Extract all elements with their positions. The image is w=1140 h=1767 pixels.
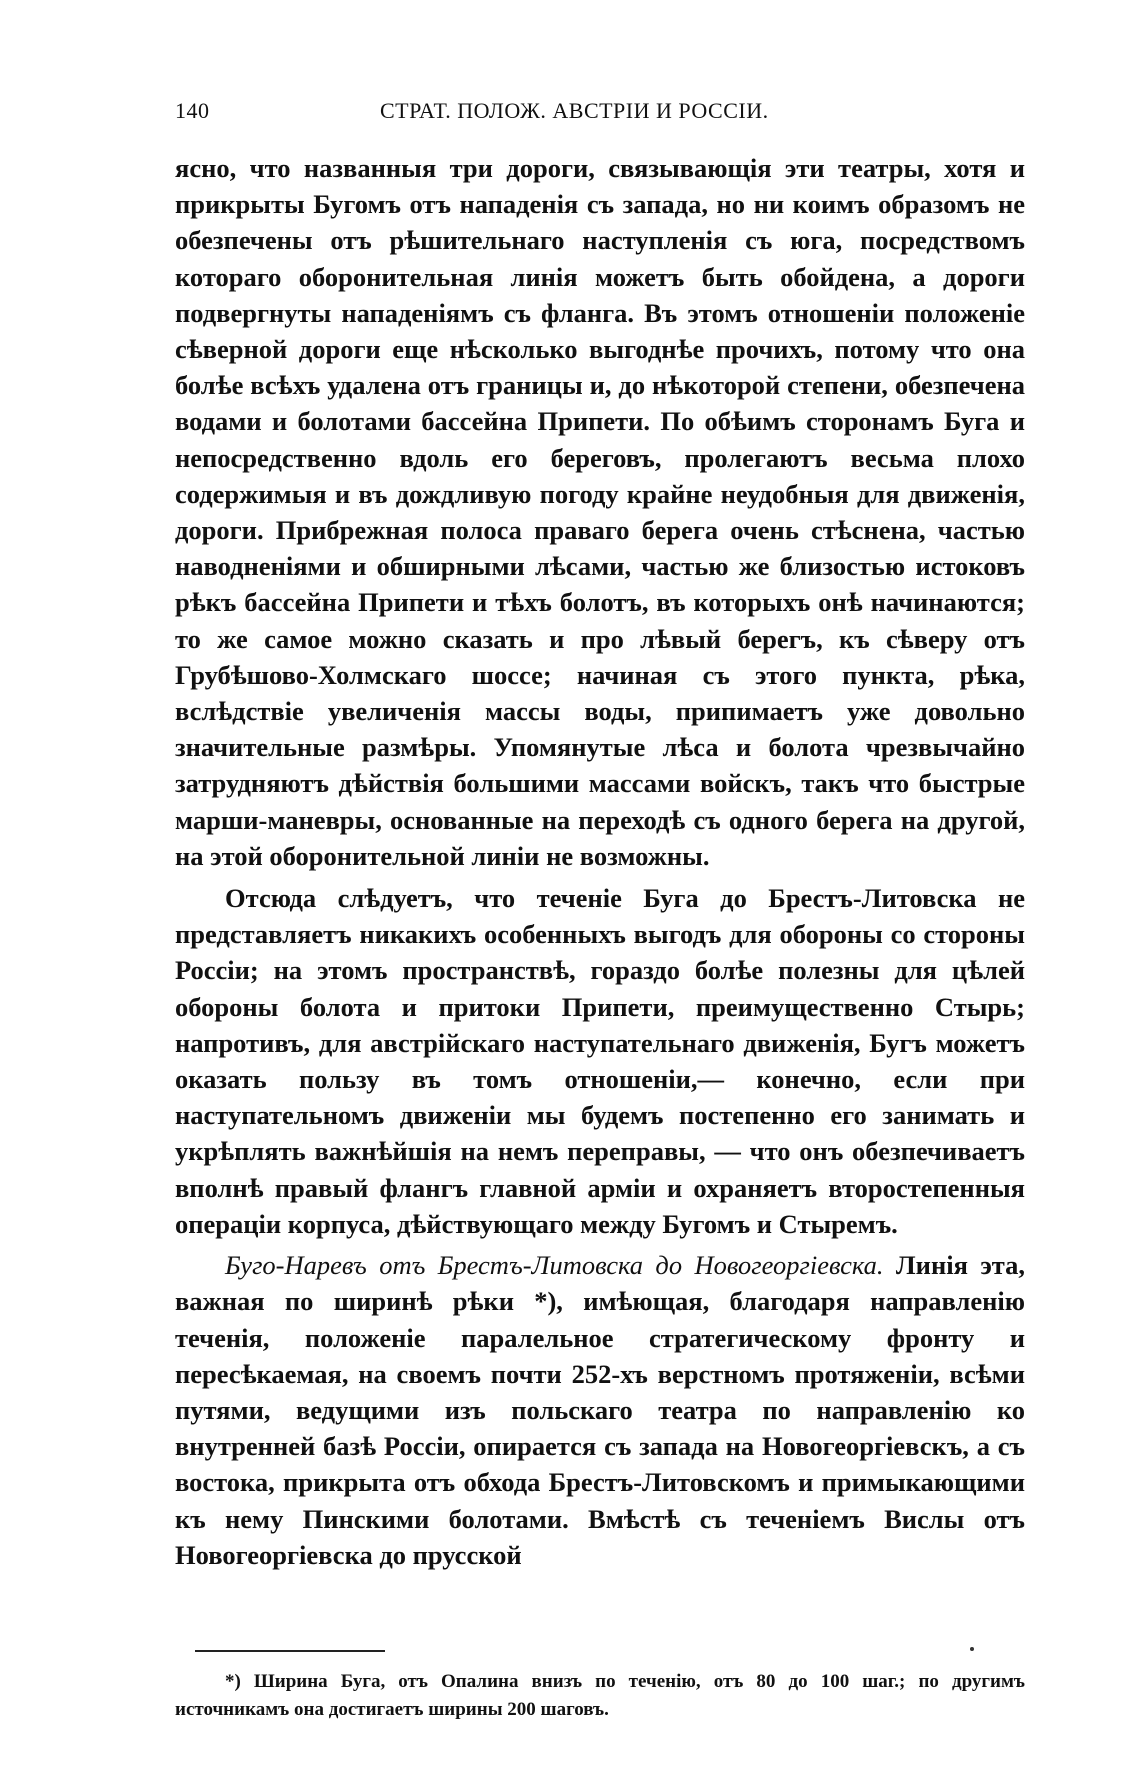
paragraph-3 (175, 1247, 1025, 1573)
section-heading-inline: Буго-Наревъ отъ Брестъ-Литовска до Новогеоргіевска. (225, 1250, 884, 1281)
footnote (175, 1668, 1025, 1724)
paragraph-2: Отсюда слѣдуетъ, что теченіе Буга до Брестъ-Литовска не представляетъ никакихъ особенныхъ выгодъ для обороны со стороны Россіи; на этомъ пространствѣ, гораздо болѣе полезны для цѣлей обороны болота и притоки Припети, преимущественно Стырь; напротивъ, для австрійскаго наступательнаго движенія, Бугъ можетъ оказать пользу въ томъ отношеніи,— конечно, если при наступательномъ движеніи мы будемъ постепенно его занимать и укрѣплять важнѣйшія на немъ переправы, — что онъ обезпечиваетъ вполнѣ правый флангъ главной арміи и охраняетъ второстепенныя операціи корпуса, дѣйствующаго между Бугомъ и Стыремъ. (175, 883, 1025, 1239)
footnote-divider-dot (970, 1647, 974, 1651)
running-title: СТРАТ. ПОЛОЖ. АВСТРІИ И РОССІИ. (380, 98, 769, 123)
page-number: 140 (175, 98, 210, 123)
paragraph-1: ясно, что названныя три дороги, связывающія эти театры, хотя и прикрыты Бугомъ отъ нападенія съ запада, но ни коимъ образомъ не обезпечены отъ рѣшительнаго наступленія съ юга, посредствомъ котораго оборонительная линія можетъ быть обойдена, а дороги подвергнуты нападеніямъ съ фланга. Въ этомъ отношеніи положеніе сѣверной дороги еще нѣсколько выгоднѣе прочихъ, потому что она болѣе всѣхъ удалена отъ границы и, до нѣкоторой степени, обезпечена водами и болотами бассейна Припети. По обѣимъ сторонамъ Буга и непосредственно вдоль его береговъ, пролегаютъ весьма плохо содержимыя и въ дождливую погоду крайне неудобныя для движенія, дороги. Прибрежная полоса праваго берега очень стѣснена, частью наводненіями и обширными лѣсами, частью же близостью истоковъ рѣкъ бассейна Припети и тѣхъ болотъ, въ которыхъ онѣ начинаются; то же самое можно сказать и про лѣвый берегъ, къ сѣверу отъ Грубѣшово-Холмскаго шоссе; начиная съ этого пункта, рѣка, вслѣдствіе увеличенія массы воды, припимаетъ уже довольно значительные размѣры. Упомянутые лѣса и болота чрезвычайно затрудняютъ дѣйствія большими массами войскъ, такъ что быстрые марши-маневры, основанные на переходѣ съ одного берега на другой, на этой оборонительной линіи не возможны. (175, 153, 1025, 871)
paragraph-3-text: Линія эта, важная по ширинѣ рѣки *), имѣющая, благодаря направленію теченія, положеніе паралельное стратегическому фронту и пересѣкаемая, на своемъ почти 252-хъ верстномъ протяженіи, всѣми путями, ведущими изъ польскаго театра по направленію ко внутренней базѣ Россіи, опирается съ запада на Новогеоргіевскъ, а съ востока, прикрыта отъ обхода Брестъ-Литовскомъ и примыкающими къ нему Пинскими болотами. Вмѣстѣ съ теченіемъ Вислы отъ Новогеоргіевска до прусской (175, 1250, 1025, 1570)
footnote-text: *) Ширина Буга, отъ Опалина внизъ по теченію, отъ 80 до 100 шаг.; по другимъ источникамъ она достигаетъ ширины 200 шаговъ. (175, 1671, 1025, 1720)
footnote-divider (195, 1650, 385, 1652)
running-head (175, 98, 1025, 128)
body-text (175, 150, 1025, 1573)
